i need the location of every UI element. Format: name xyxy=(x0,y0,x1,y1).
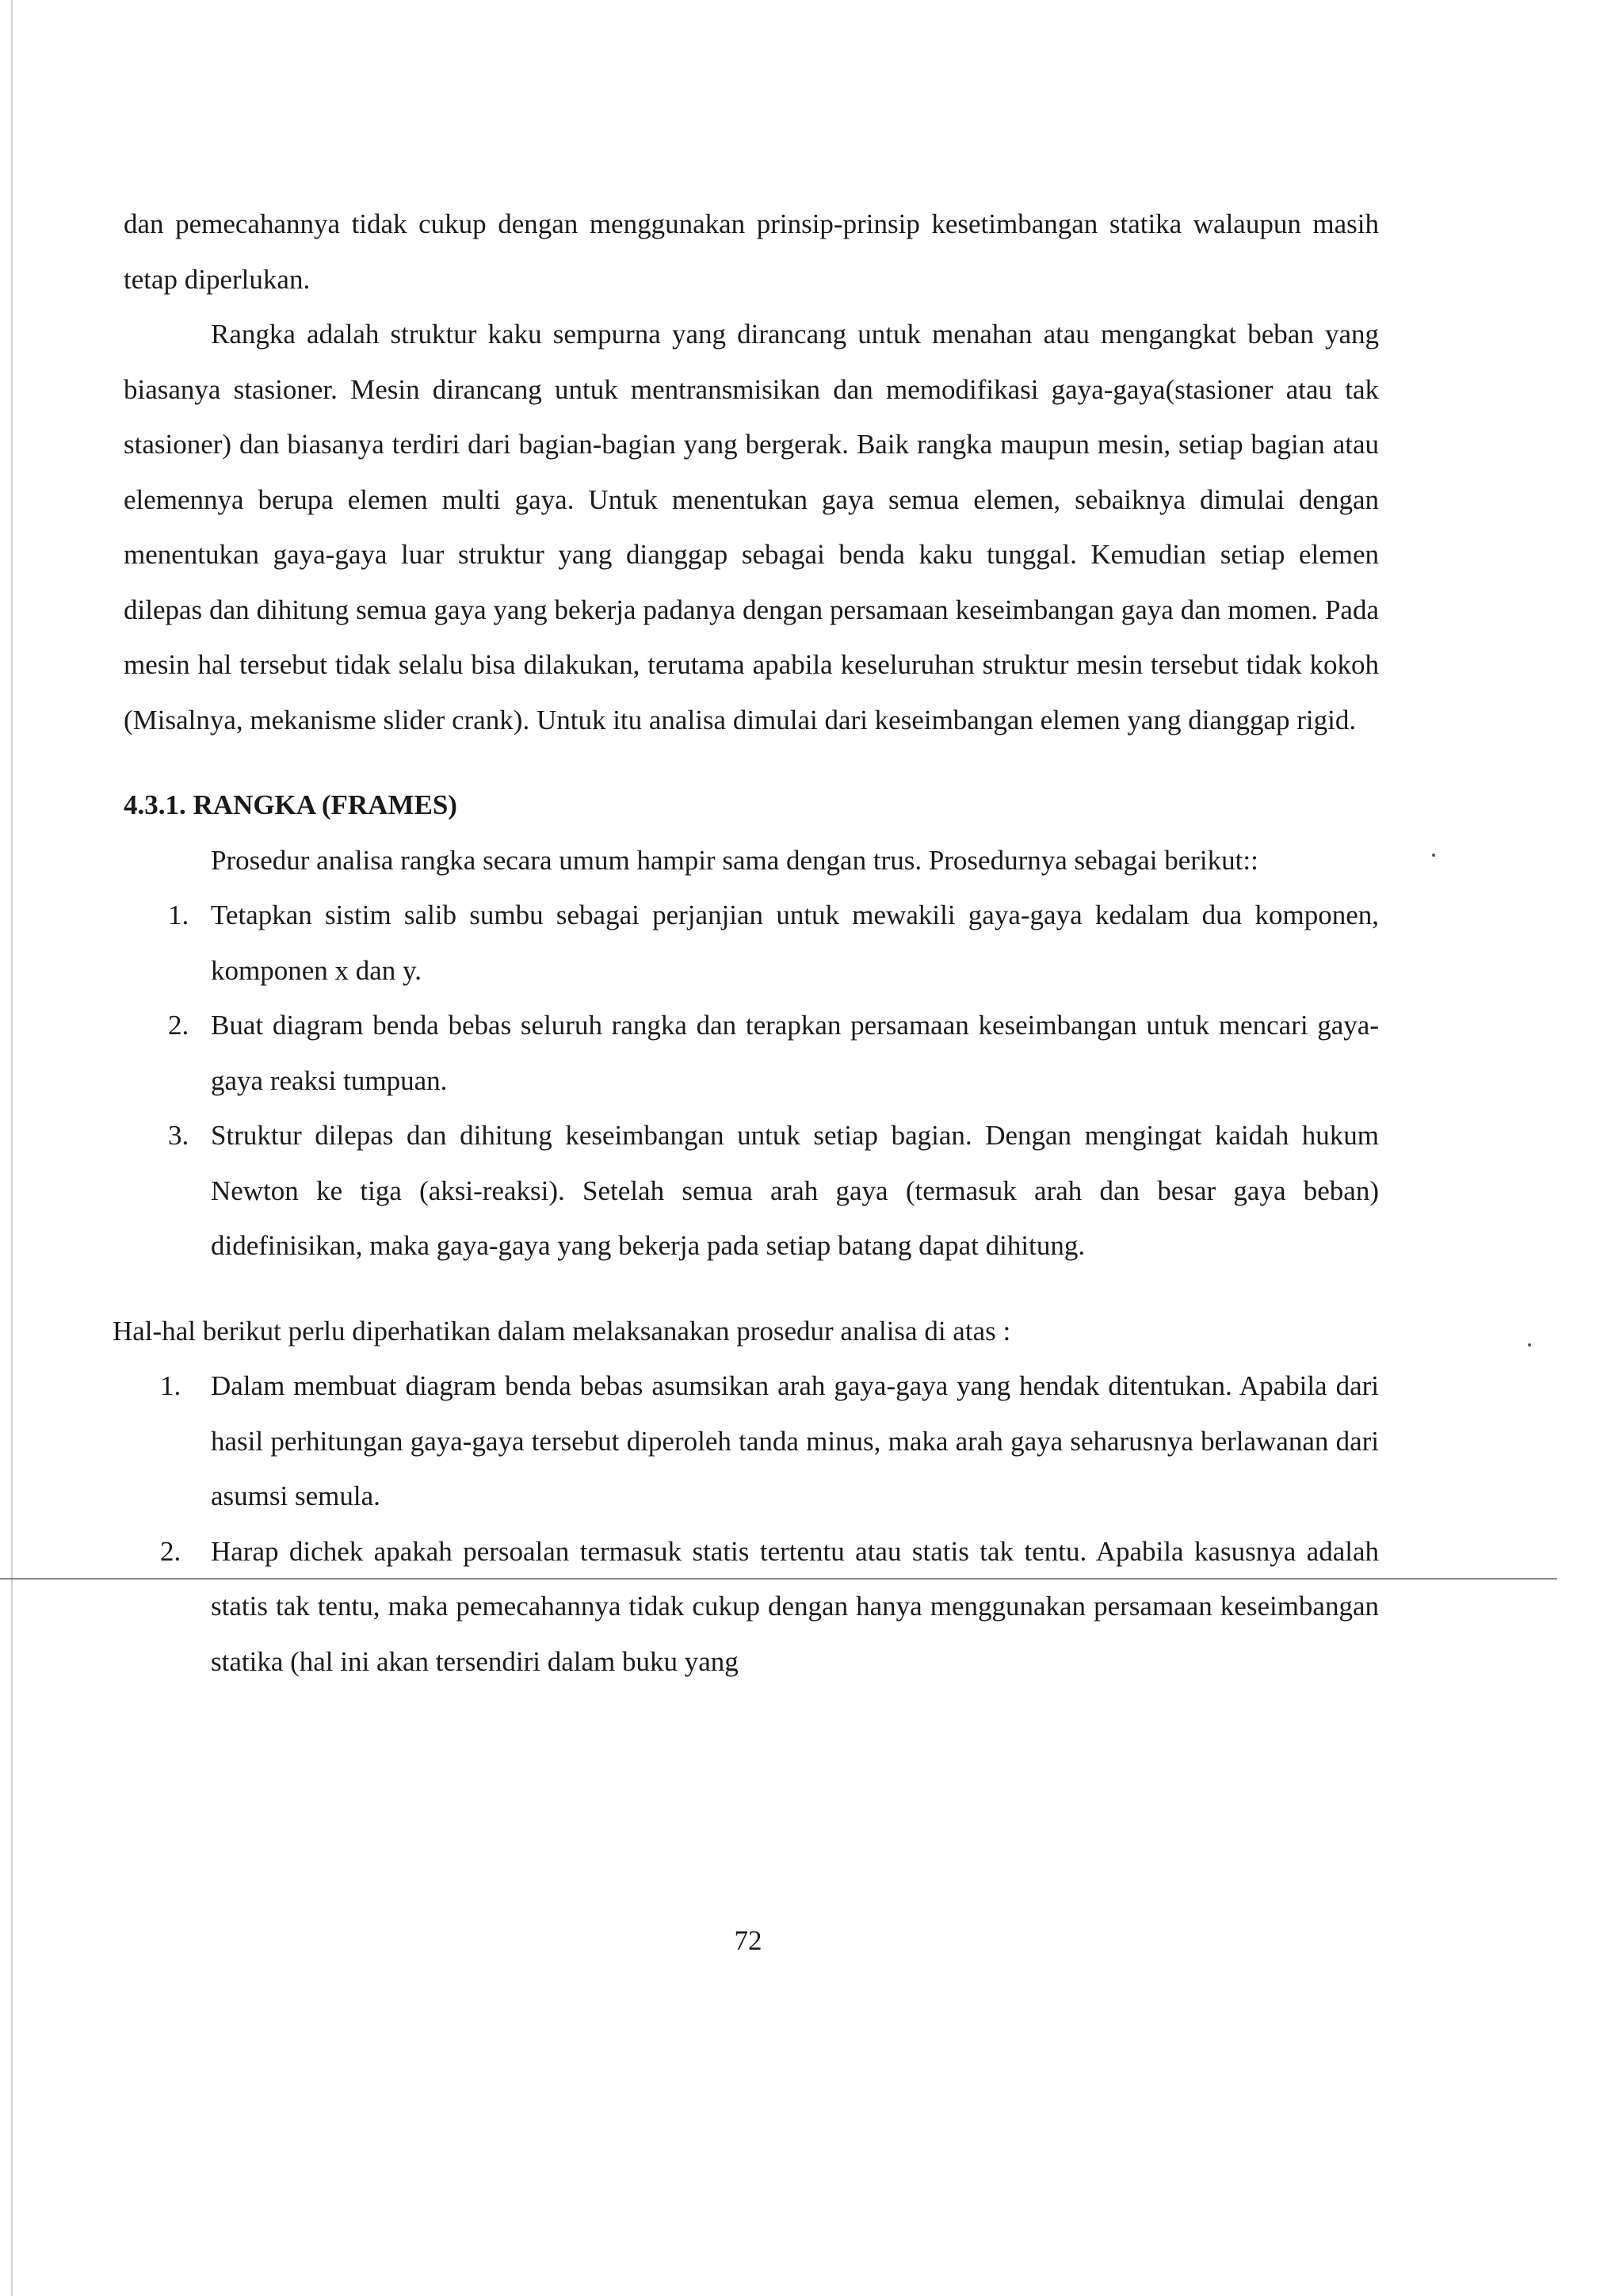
list-item-text: Struktur dilepas dan dihitung keseimbangan untuk setiap bagian. Dengan mengingat kaidah hukum Newton ke tiga (aksi-reaksi). Setelah semua arah gaya (termasuk arah dan besar gaya beban) didefinisikan, maka gaya-gaya yang bekerja pada setiap batang dapat dihitung. xyxy=(211,1120,1379,1261)
section-heading: 4.3.1. RANGKA (FRAMES) xyxy=(124,789,457,820)
scan-speck xyxy=(1528,1343,1531,1347)
section-intro: Prosedur analisa rangka secara umum hampir sama dengan trus. Prosedurnya sebagai berikut:: xyxy=(211,844,1258,876)
list-item xyxy=(124,1108,1379,1274)
list-item-text: Tetapkan sistim salib sumbu sebagai perjanjian untuk mewakili gaya-gaya kedalam dua komponen, komponen x dan y. xyxy=(211,900,1379,986)
list-item xyxy=(124,1524,1379,1690)
list-item xyxy=(124,888,1379,998)
notes-intro: Hal-hal berikut perlu diperhatikan dalam melaksanakan prosedur analisa di atas : xyxy=(113,1315,1011,1347)
paragraph-frames-machines: Rangka adalah struktur kaku sempurna yang dirancang untuk menahan atau mengangkat beban yang biasanya stasioner. Mesin dirancang untuk mentransmisikan dan memodifikasi gaya-gaya(stasioner atau tak stasioner) dan biasanya terdiri dari bagian-bagian yang bergerak. Baik rangka maupun mesin, setiap bagian atau elemennya berupa elemen multi gaya. Untuk menentukan gaya semua elemen, sebaiknya dimulai dengan menentukan gaya-gaya luar struktur yang dianggap sebagai benda kaku tunggal. Kemudian setiap elemen dilepas dan dihitung semua gaya yang bekerja padanya dengan persamaan keseimbangan gaya dan momen. Pada mesin hal tersebut tidak selalu bisa dilakukan, terutama apabila keseluruhan struktur mesin tersebut tidak kokoh (Misalnya, mekanisme slider crank). Untuk itu analisa dimulai dari keseimbangan elemen yang dianggap rigid. xyxy=(124,319,1379,735)
list-item xyxy=(124,998,1379,1108)
document-body xyxy=(113,197,1379,1689)
list-item-text: Harap dichek apakah persoalan termasuk statis tertentu atau statis tak tentu. Apabila kasusnya adalah statis tak tentu, maka pemecahannya tidak cukup dengan hanya menggunakan persamaan keseimbangan statika (hal ini akan tersendiri dalam buku yang xyxy=(211,1535,1379,1677)
paragraph-continuation: dan pemecahannya tidak cukup dengan menggunakan prinsip-prinsip kesetimbangan statika walaupun masih tetap diperlukan. xyxy=(124,208,1379,295)
list-item-text: Dalam membuat diagram benda bebas asumsikan arah gaya-gaya yang hendak ditentukan. Apabila dari hasil perhitungan gaya-gaya tersebut diperoleh tanda minus, maka arah gaya seharusnya berlawanan dari asumsi semula. xyxy=(211,1370,1379,1511)
list-number: 3. xyxy=(168,1120,189,1151)
page-number: 72 xyxy=(734,1925,762,1956)
list-number: 1. xyxy=(160,1370,181,1401)
scan-speck xyxy=(1432,854,1435,857)
list-item xyxy=(124,1358,1379,1524)
list-item-text: Buat diagram benda bebas seluruh rangka dan terapkan persamaan keseimbangan untuk mencari gaya-gaya reaksi tumpuan. xyxy=(211,1010,1379,1096)
notes-list xyxy=(124,1358,1379,1689)
list-number: 2. xyxy=(160,1535,181,1567)
spacer xyxy=(124,1274,1379,1304)
list-number: 2. xyxy=(168,1010,189,1041)
procedure-list xyxy=(124,888,1379,1274)
list-number: 1. xyxy=(168,900,189,930)
